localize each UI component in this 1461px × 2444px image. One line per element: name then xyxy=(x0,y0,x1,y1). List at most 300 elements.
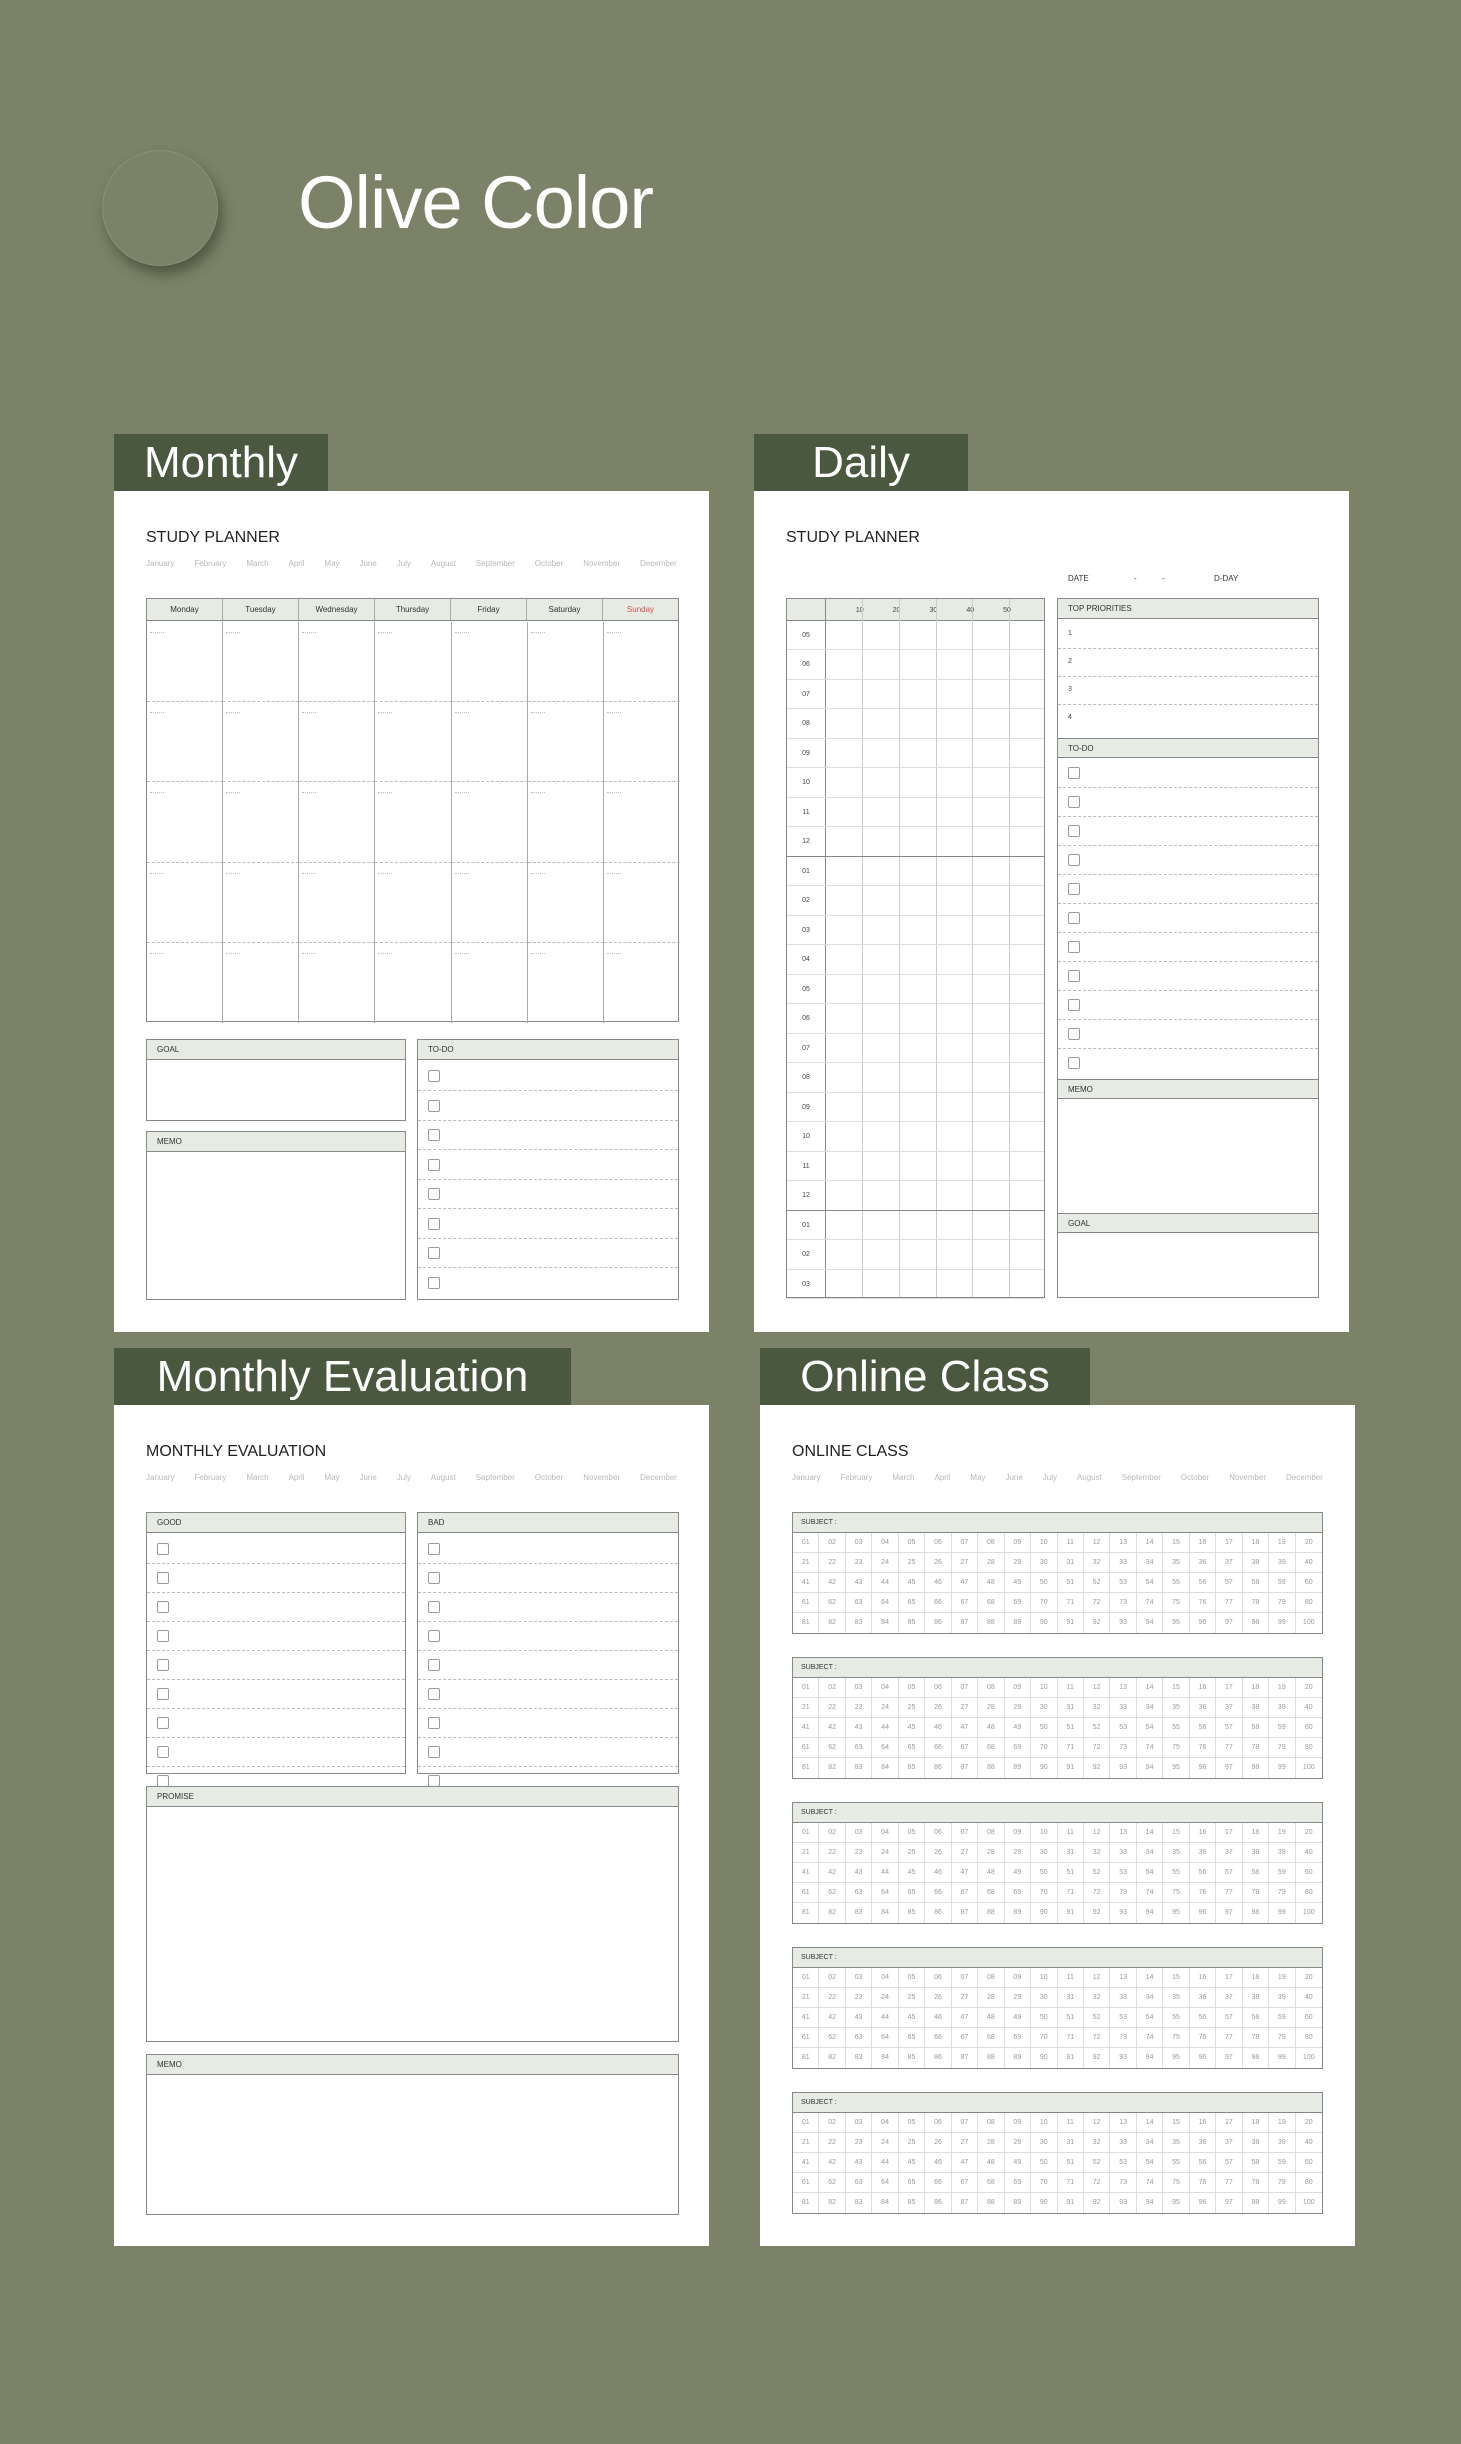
lesson-number-cell[interactable]: 64 xyxy=(872,1883,898,1903)
lesson-number-cell[interactable]: 10 xyxy=(1031,1968,1057,1988)
lesson-number-cell[interactable]: 51 xyxy=(1058,1863,1084,1883)
lesson-number-cell[interactable]: 06 xyxy=(925,1968,951,1988)
lesson-number-cell[interactable]: 58 xyxy=(1243,1718,1269,1738)
time-row[interactable] xyxy=(787,1034,1044,1063)
time-row[interactable] xyxy=(787,975,1044,1004)
lesson-number-cell[interactable]: 75 xyxy=(1163,2028,1189,2048)
lesson-number-cell[interactable]: 82 xyxy=(819,1613,845,1633)
lesson-number-cell[interactable]: 51 xyxy=(1058,1573,1084,1593)
lesson-number-cell[interactable]: 42 xyxy=(819,1718,845,1738)
time-row[interactable] xyxy=(787,827,1044,856)
lesson-number-cell[interactable]: 14 xyxy=(1137,1533,1163,1553)
lesson-number-cell[interactable]: 74 xyxy=(1137,1593,1163,1613)
lesson-number-cell[interactable]: 53 xyxy=(1110,1718,1136,1738)
lesson-number-cell[interactable]: 70 xyxy=(1031,1738,1057,1758)
lesson-number-cell[interactable]: 34 xyxy=(1137,1988,1163,2008)
lesson-number-cell[interactable]: 100 xyxy=(1302,1909,1315,1916)
lesson-number-cell[interactable]: 56 xyxy=(1190,2153,1216,2173)
lesson-number-cell[interactable]: 79 xyxy=(1269,1738,1295,1758)
calendar-day-cell[interactable] xyxy=(604,622,680,702)
lesson-number-cell[interactable]: 77 xyxy=(1216,1883,1242,1903)
lesson-number-cell[interactable]: 14 xyxy=(1137,1968,1163,1988)
lesson-number-cell[interactable]: 33 xyxy=(1110,1698,1136,1718)
lesson-number-cell[interactable]: 88 xyxy=(978,2193,1004,2213)
lesson-number-cell[interactable]: 34 xyxy=(1137,1843,1163,1863)
calendar-day-cell[interactable] xyxy=(299,943,375,1023)
lesson-number-cell[interactable]: 83 xyxy=(846,1613,872,1633)
lesson-number-cell[interactable]: 44 xyxy=(872,1573,898,1593)
lesson-number-cell[interactable]: 86 xyxy=(925,1613,951,1633)
lesson-number-cell[interactable]: 13 xyxy=(1110,1533,1136,1553)
lesson-number-cell[interactable]: 65 xyxy=(899,1883,925,1903)
lesson-number-cell[interactable]: 54 xyxy=(1137,1863,1163,1883)
calendar-day-cell[interactable] xyxy=(375,943,451,1023)
lesson-number-cell[interactable]: 90 xyxy=(1031,1758,1057,1778)
calendar-day-cell[interactable] xyxy=(604,943,680,1023)
lesson-number-cell[interactable]: 67 xyxy=(952,2173,978,2193)
lesson-number-cell[interactable]: 24 xyxy=(872,1698,898,1718)
lesson-number-cell[interactable]: 20 xyxy=(1296,1968,1322,1988)
lesson-number-cell[interactable]: 19 xyxy=(1269,1968,1295,1988)
lesson-number-cell[interactable]: 82 xyxy=(819,2193,845,2213)
lesson-number-cell[interactable]: 64 xyxy=(872,1593,898,1613)
lesson-number-cell[interactable]: 74 xyxy=(1137,2028,1163,2048)
lesson-number-cell[interactable]: 98 xyxy=(1243,1613,1269,1633)
lesson-number-cell[interactable]: 94 xyxy=(1137,2048,1163,2068)
lesson-number-cell[interactable]: 58 xyxy=(1243,1573,1269,1593)
lesson-number-cell[interactable]: 09 xyxy=(1005,1533,1031,1553)
lesson-number-cell[interactable]: 37 xyxy=(1216,1698,1242,1718)
lesson-number-cell[interactable]: 95 xyxy=(1163,1758,1189,1778)
lesson-number-cell[interactable]: 15 xyxy=(1163,1823,1189,1843)
lesson-number-cell[interactable]: 50 xyxy=(1031,2153,1057,2173)
lesson-number-cell[interactable]: 33 xyxy=(1110,1988,1136,2008)
time-row[interactable] xyxy=(787,916,1044,945)
time-row[interactable] xyxy=(787,1211,1044,1240)
lesson-number-cell[interactable]: 49 xyxy=(1005,2153,1031,2173)
todo-checkbox[interactable] xyxy=(1068,767,1080,779)
lesson-number-cell[interactable]: 24 xyxy=(872,1553,898,1573)
lesson-number-cell[interactable]: 92 xyxy=(1084,1613,1110,1633)
todo-checkbox[interactable] xyxy=(1068,796,1080,808)
lesson-number-cell[interactable]: 21 xyxy=(793,1843,819,1863)
lesson-number-cell[interactable]: 73 xyxy=(1110,1593,1136,1613)
lesson-number-cell[interactable]: 96 xyxy=(1190,1613,1216,1633)
lesson-number-cell[interactable]: 84 xyxy=(872,1903,898,1923)
lesson-number-cell[interactable]: 40 xyxy=(1296,1988,1322,2008)
lesson-number-cell[interactable]: 63 xyxy=(846,1883,872,1903)
lesson-number-cell[interactable]: 06 xyxy=(925,2113,951,2133)
lesson-number-cell[interactable]: 69 xyxy=(1005,1738,1031,1758)
lesson-number-cell[interactable]: 70 xyxy=(1031,2173,1057,2193)
lesson-number-cell[interactable]: 45 xyxy=(899,2153,925,2173)
lesson-number-cell[interactable]: 07 xyxy=(952,1678,978,1698)
time-row[interactable] xyxy=(787,739,1044,768)
lesson-number-cell[interactable]: 66 xyxy=(925,2028,951,2048)
lesson-number-cell[interactable]: 67 xyxy=(952,1593,978,1613)
lesson-number-cell[interactable]: 63 xyxy=(846,1593,872,1613)
lesson-number-cell[interactable]: 25 xyxy=(899,1843,925,1863)
lesson-number-cell[interactable]: 02 xyxy=(819,1678,845,1698)
lesson-number-cell[interactable]: 14 xyxy=(1137,2113,1163,2133)
lesson-number-cell[interactable]: 62 xyxy=(819,1883,845,1903)
lesson-number-cell[interactable]: 27 xyxy=(952,1843,978,1863)
lesson-number-cell[interactable]: 91 xyxy=(1058,1613,1084,1633)
lesson-number-cell[interactable]: 07 xyxy=(952,1533,978,1553)
lesson-number-cell[interactable]: 09 xyxy=(1005,2113,1031,2133)
lesson-number-cell[interactable]: 89 xyxy=(1005,1613,1031,1633)
lesson-number-cell[interactable]: 98 xyxy=(1243,1903,1269,1923)
lesson-number-cell[interactable]: 75 xyxy=(1163,2173,1189,2193)
lesson-number-cell[interactable]: 52 xyxy=(1084,1718,1110,1738)
lesson-number-cell[interactable]: 76 xyxy=(1190,1593,1216,1613)
lesson-number-cell[interactable]: 77 xyxy=(1216,2173,1242,2193)
lesson-number-cell[interactable]: 01 xyxy=(793,1533,819,1553)
lesson-number-cell[interactable]: 71 xyxy=(1058,1738,1084,1758)
lesson-number-cell[interactable]: 64 xyxy=(872,2173,898,2193)
lesson-number-cell[interactable]: 08 xyxy=(978,1533,1004,1553)
lesson-number-cell[interactable]: 55 xyxy=(1163,2008,1189,2028)
lesson-number-cell[interactable]: 66 xyxy=(925,2173,951,2193)
lesson-number-cell[interactable]: 22 xyxy=(819,1843,845,1863)
lesson-number-cell[interactable]: 92 xyxy=(1084,1758,1110,1778)
lesson-number-cell[interactable]: 57 xyxy=(1216,1718,1242,1738)
lesson-number-cell[interactable]: 87 xyxy=(952,1758,978,1778)
lesson-number-cell[interactable]: 05 xyxy=(899,1823,925,1843)
lesson-number-cell[interactable]: 86 xyxy=(925,1758,951,1778)
calendar-day-cell[interactable] xyxy=(604,782,680,862)
lesson-number-cell[interactable]: 50 xyxy=(1031,1718,1057,1738)
lesson-number-cell[interactable]: 45 xyxy=(899,2008,925,2028)
calendar-day-cell[interactable] xyxy=(528,702,604,782)
lesson-number-cell[interactable]: 37 xyxy=(1216,1843,1242,1863)
lesson-number-cell[interactable]: 35 xyxy=(1163,1553,1189,1573)
lesson-number-cell[interactable]: 26 xyxy=(925,1988,951,2008)
lesson-number-cell[interactable]: 03 xyxy=(846,2113,872,2133)
lesson-number-cell[interactable]: 23 xyxy=(846,2133,872,2153)
lesson-number-cell[interactable]: 21 xyxy=(793,1988,819,2008)
lesson-number-cell[interactable]: 53 xyxy=(1110,2153,1136,2173)
lesson-number-cell[interactable]: 73 xyxy=(1110,2173,1136,2193)
lesson-number-cell[interactable]: 48 xyxy=(978,1863,1004,1883)
lesson-number-cell[interactable]: 95 xyxy=(1163,2048,1189,2068)
lesson-number-cell[interactable]: 39 xyxy=(1269,1988,1295,2008)
lesson-number-cell[interactable]: 13 xyxy=(1110,1968,1136,1988)
lesson-number-cell[interactable]: 89 xyxy=(1005,2193,1031,2213)
lesson-number-cell[interactable]: 71 xyxy=(1058,1883,1084,1903)
lesson-number-cell[interactable]: 04 xyxy=(872,1823,898,1843)
lesson-number-cell[interactable]: 32 xyxy=(1084,1988,1110,2008)
lesson-number-cell[interactable]: 10 xyxy=(1031,2113,1057,2133)
lesson-number-cell[interactable]: 44 xyxy=(872,2153,898,2173)
lesson-number-cell[interactable]: 44 xyxy=(872,1718,898,1738)
lesson-number-cell[interactable]: 87 xyxy=(952,2193,978,2213)
lesson-number-cell[interactable]: 41 xyxy=(793,2008,819,2028)
lesson-number-cell[interactable]: 46 xyxy=(925,2153,951,2173)
lesson-number-cell[interactable]: 17 xyxy=(1216,1678,1242,1698)
lesson-number-cell[interactable]: 52 xyxy=(1084,1863,1110,1883)
lesson-number-cell[interactable]: 30 xyxy=(1031,1553,1057,1573)
lesson-number-cell[interactable]: 96 xyxy=(1190,2048,1216,2068)
lesson-number-cell[interactable]: 91 xyxy=(1058,1758,1084,1778)
calendar-day-cell[interactable] xyxy=(528,863,604,943)
lesson-number-cell[interactable]: 56 xyxy=(1190,2008,1216,2028)
lesson-number-cell[interactable]: 88 xyxy=(978,1758,1004,1778)
lesson-number-cell[interactable]: 91 xyxy=(1058,2048,1084,2068)
lesson-number-cell[interactable]: 88 xyxy=(978,1903,1004,1923)
lesson-number-cell[interactable]: 54 xyxy=(1137,2153,1163,2173)
lesson-number-cell[interactable]: 78 xyxy=(1243,2028,1269,2048)
lesson-number-cell[interactable]: 35 xyxy=(1163,1988,1189,2008)
lesson-number-cell[interactable]: 26 xyxy=(925,2133,951,2153)
lesson-number-cell[interactable]: 57 xyxy=(1216,2153,1242,2173)
calendar-day-cell[interactable] xyxy=(299,622,375,702)
lesson-number-cell[interactable]: 68 xyxy=(978,1593,1004,1613)
time-row[interactable] xyxy=(787,1004,1044,1033)
lesson-number-cell[interactable]: 67 xyxy=(952,2028,978,2048)
lesson-number-cell[interactable]: 75 xyxy=(1163,1883,1189,1903)
lesson-number-cell[interactable]: 100 xyxy=(1302,1619,1315,1626)
lesson-number-cell[interactable]: 36 xyxy=(1190,1988,1216,2008)
lesson-number-cell[interactable]: 25 xyxy=(899,2133,925,2153)
calendar-day-cell[interactable] xyxy=(375,782,451,862)
lesson-number-cell[interactable]: 61 xyxy=(793,2173,819,2193)
lesson-number-cell[interactable]: 72 xyxy=(1084,2028,1110,2048)
lesson-number-cell[interactable]: 83 xyxy=(846,1903,872,1923)
lesson-number-cell[interactable]: 39 xyxy=(1269,2133,1295,2153)
lesson-number-cell[interactable]: 27 xyxy=(952,1698,978,1718)
lesson-number-cell[interactable]: 19 xyxy=(1269,1678,1295,1698)
lesson-number-cell[interactable]: 53 xyxy=(1110,1863,1136,1883)
lesson-number-cell[interactable]: 81 xyxy=(793,1613,819,1633)
lesson-number-cell[interactable]: 18 xyxy=(1243,1968,1269,1988)
time-row[interactable] xyxy=(787,650,1044,679)
time-row[interactable] xyxy=(787,1181,1044,1210)
bad-checkbox[interactable] xyxy=(428,1688,440,1700)
good-checkbox[interactable] xyxy=(157,1630,169,1642)
good-checkbox[interactable] xyxy=(157,1746,169,1758)
todo-checkbox[interactable] xyxy=(428,1218,440,1230)
lesson-number-cell[interactable]: 43 xyxy=(846,2008,872,2028)
lesson-number-cell[interactable]: 59 xyxy=(1269,1573,1295,1593)
lesson-number-cell[interactable]: 04 xyxy=(872,1968,898,1988)
lesson-number-cell[interactable]: 71 xyxy=(1058,2173,1084,2193)
lesson-number-cell[interactable]: 10 xyxy=(1031,1678,1057,1698)
lesson-number-cell[interactable]: 87 xyxy=(952,1903,978,1923)
lesson-number-cell[interactable]: 20 xyxy=(1296,1678,1322,1698)
lesson-number-cell[interactable]: 86 xyxy=(925,1903,951,1923)
lesson-number-cell[interactable]: 54 xyxy=(1137,1573,1163,1593)
lesson-number-cell[interactable]: 61 xyxy=(793,1738,819,1758)
lesson-number-cell[interactable]: 31 xyxy=(1058,2133,1084,2153)
lesson-number-cell[interactable]: 09 xyxy=(1005,1823,1031,1843)
lesson-number-cell[interactable]: 65 xyxy=(899,2028,925,2048)
lesson-number-cell[interactable]: 68 xyxy=(978,2173,1004,2193)
lesson-number-cell[interactable]: 75 xyxy=(1163,1593,1189,1613)
todo-checkbox[interactable] xyxy=(428,1247,440,1259)
lesson-number-cell[interactable]: 96 xyxy=(1190,2193,1216,2213)
lesson-number-cell[interactable]: 81 xyxy=(793,2193,819,2213)
lesson-number-cell[interactable]: 14 xyxy=(1137,1823,1163,1843)
bad-checkbox[interactable] xyxy=(428,1659,440,1671)
lesson-number-cell[interactable]: 58 xyxy=(1243,2153,1269,2173)
lesson-number-cell[interactable]: 02 xyxy=(819,1968,845,1988)
lesson-number-cell[interactable]: 74 xyxy=(1137,1738,1163,1758)
lesson-number-cell[interactable]: 56 xyxy=(1190,1863,1216,1883)
todo-checkbox[interactable] xyxy=(1068,883,1080,895)
lesson-number-cell[interactable]: 62 xyxy=(819,2173,845,2193)
lesson-number-cell[interactable]: 43 xyxy=(846,1718,872,1738)
lesson-number-cell[interactable]: 63 xyxy=(846,2173,872,2193)
lesson-number-cell[interactable]: 88 xyxy=(978,2048,1004,2068)
lesson-number-cell[interactable]: 81 xyxy=(793,2048,819,2068)
lesson-number-cell[interactable]: 51 xyxy=(1058,1718,1084,1738)
lesson-number-cell[interactable]: 52 xyxy=(1084,2008,1110,2028)
lesson-number-cell[interactable]: 33 xyxy=(1110,1553,1136,1573)
lesson-number-cell[interactable]: 95 xyxy=(1163,2193,1189,2213)
lesson-number-cell[interactable]: 26 xyxy=(925,1843,951,1863)
lesson-number-cell[interactable]: 69 xyxy=(1005,1593,1031,1613)
calendar-day-cell[interactable] xyxy=(604,702,680,782)
lesson-number-cell[interactable]: 25 xyxy=(899,1988,925,2008)
good-checkbox[interactable] xyxy=(157,1688,169,1700)
lesson-number-cell[interactable]: 33 xyxy=(1110,2133,1136,2153)
lesson-number-cell[interactable]: 39 xyxy=(1269,1553,1295,1573)
lesson-number-cell[interactable]: 22 xyxy=(819,1698,845,1718)
lesson-number-cell[interactable]: 85 xyxy=(899,1903,925,1923)
lesson-number-cell[interactable]: 83 xyxy=(846,2048,872,2068)
lesson-number-cell[interactable]: 38 xyxy=(1243,1988,1269,2008)
lesson-number-cell[interactable]: 86 xyxy=(925,2048,951,2068)
lesson-number-cell[interactable]: 18 xyxy=(1243,2113,1269,2133)
lesson-number-cell[interactable]: 78 xyxy=(1243,1883,1269,1903)
time-row[interactable] xyxy=(787,1152,1044,1181)
lesson-number-cell[interactable]: 47 xyxy=(952,2008,978,2028)
lesson-number-cell[interactable]: 77 xyxy=(1216,1593,1242,1613)
lesson-number-cell[interactable]: 84 xyxy=(872,1758,898,1778)
lesson-number-cell[interactable]: 46 xyxy=(925,1863,951,1883)
lesson-number-cell[interactable]: 45 xyxy=(899,1863,925,1883)
time-row[interactable] xyxy=(787,621,1044,650)
lesson-number-cell[interactable]: 42 xyxy=(819,1573,845,1593)
lesson-number-cell[interactable]: 89 xyxy=(1005,2048,1031,2068)
lesson-number-cell[interactable]: 15 xyxy=(1163,1968,1189,1988)
lesson-number-cell[interactable]: 61 xyxy=(793,1593,819,1613)
lesson-number-cell[interactable]: 38 xyxy=(1243,1553,1269,1573)
lesson-number-cell[interactable]: 62 xyxy=(819,1738,845,1758)
calendar-day-cell[interactable] xyxy=(528,622,604,702)
lesson-number-cell[interactable]: 11 xyxy=(1058,1678,1084,1698)
todo-checkbox[interactable] xyxy=(428,1159,440,1171)
calendar-day-cell[interactable] xyxy=(452,863,528,943)
lesson-number-cell[interactable]: 99 xyxy=(1269,2048,1295,2068)
lesson-number-cell[interactable]: 38 xyxy=(1243,1843,1269,1863)
time-row[interactable] xyxy=(787,768,1044,797)
lesson-number-cell[interactable]: 29 xyxy=(1005,2133,1031,2153)
lesson-number-cell[interactable]: 25 xyxy=(899,1698,925,1718)
lesson-number-cell[interactable]: 92 xyxy=(1084,2193,1110,2213)
lesson-number-cell[interactable]: 68 xyxy=(978,1738,1004,1758)
lesson-number-cell[interactable]: 29 xyxy=(1005,1843,1031,1863)
lesson-number-cell[interactable]: 50 xyxy=(1031,1863,1057,1883)
lesson-number-cell[interactable]: 29 xyxy=(1005,1553,1031,1573)
lesson-number-cell[interactable]: 49 xyxy=(1005,1863,1031,1883)
time-row[interactable] xyxy=(787,1270,1044,1299)
lesson-number-cell[interactable]: 51 xyxy=(1058,2008,1084,2028)
lesson-number-cell[interactable]: 58 xyxy=(1243,1863,1269,1883)
lesson-number-cell[interactable]: 61 xyxy=(793,1883,819,1903)
calendar-day-cell[interactable] xyxy=(223,622,299,702)
good-checkbox[interactable] xyxy=(157,1659,169,1671)
lesson-number-cell[interactable]: 07 xyxy=(952,1968,978,1988)
lesson-number-cell[interactable]: 36 xyxy=(1190,1553,1216,1573)
bad-checkbox[interactable] xyxy=(428,1543,440,1555)
lesson-number-cell[interactable]: 43 xyxy=(846,2153,872,2173)
lesson-number-cell[interactable]: 20 xyxy=(1296,1823,1322,1843)
lesson-number-cell[interactable]: 52 xyxy=(1084,2153,1110,2173)
lesson-number-cell[interactable]: 18 xyxy=(1243,1533,1269,1553)
lesson-number-cell[interactable]: 95 xyxy=(1163,1613,1189,1633)
lesson-number-cell[interactable]: 54 xyxy=(1137,1718,1163,1738)
lesson-number-cell[interactable]: 03 xyxy=(846,1678,872,1698)
lesson-number-cell[interactable]: 95 xyxy=(1163,1903,1189,1923)
lesson-number-cell[interactable]: 43 xyxy=(846,1863,872,1883)
lesson-number-cell[interactable]: 82 xyxy=(819,2048,845,2068)
lesson-number-cell[interactable]: 22 xyxy=(819,1553,845,1573)
lesson-number-cell[interactable]: 19 xyxy=(1269,1533,1295,1553)
lesson-number-cell[interactable]: 30 xyxy=(1031,1698,1057,1718)
lesson-number-cell[interactable]: 90 xyxy=(1031,1613,1057,1633)
lesson-number-cell[interactable]: 02 xyxy=(819,1823,845,1843)
time-row[interactable] xyxy=(787,1122,1044,1151)
lesson-number-cell[interactable]: 75 xyxy=(1163,1738,1189,1758)
time-row[interactable] xyxy=(787,886,1044,915)
calendar-day-cell[interactable] xyxy=(223,863,299,943)
calendar-day-cell[interactable] xyxy=(223,782,299,862)
lesson-number-cell[interactable]: 76 xyxy=(1190,1738,1216,1758)
time-row[interactable] xyxy=(787,1240,1044,1269)
lesson-number-cell[interactable]: 32 xyxy=(1084,1553,1110,1573)
time-row[interactable] xyxy=(787,1063,1044,1092)
time-row[interactable] xyxy=(787,945,1044,974)
lesson-number-cell[interactable]: 04 xyxy=(872,1678,898,1698)
lesson-number-cell[interactable]: 70 xyxy=(1031,2028,1057,2048)
lesson-number-cell[interactable]: 05 xyxy=(899,1533,925,1553)
lesson-number-cell[interactable]: 41 xyxy=(793,1718,819,1738)
lesson-number-cell[interactable]: 70 xyxy=(1031,1593,1057,1613)
lesson-number-cell[interactable]: 45 xyxy=(899,1718,925,1738)
lesson-number-cell[interactable]: 42 xyxy=(819,2153,845,2173)
lesson-number-cell[interactable]: 69 xyxy=(1005,1883,1031,1903)
lesson-number-cell[interactable]: 17 xyxy=(1216,1533,1242,1553)
lesson-number-cell[interactable]: 34 xyxy=(1137,2133,1163,2153)
lesson-number-cell[interactable]: 100 xyxy=(1302,2199,1315,2206)
lesson-number-cell[interactable]: 74 xyxy=(1137,2173,1163,2193)
lesson-number-cell[interactable]: 35 xyxy=(1163,2133,1189,2153)
lesson-number-cell[interactable]: 41 xyxy=(793,1573,819,1593)
lesson-number-cell[interactable]: 30 xyxy=(1031,1843,1057,1863)
time-row[interactable] xyxy=(787,857,1044,886)
lesson-number-cell[interactable]: 48 xyxy=(978,1573,1004,1593)
lesson-number-cell[interactable]: 66 xyxy=(925,1883,951,1903)
lesson-number-cell[interactable]: 97 xyxy=(1216,1903,1242,1923)
lesson-number-cell[interactable]: 87 xyxy=(952,2048,978,2068)
lesson-number-cell[interactable]: 31 xyxy=(1058,1843,1084,1863)
todo-checkbox[interactable] xyxy=(1068,825,1080,837)
calendar-day-cell[interactable] xyxy=(452,702,528,782)
lesson-number-cell[interactable]: 36 xyxy=(1190,1698,1216,1718)
lesson-number-cell[interactable]: 21 xyxy=(793,2133,819,2153)
